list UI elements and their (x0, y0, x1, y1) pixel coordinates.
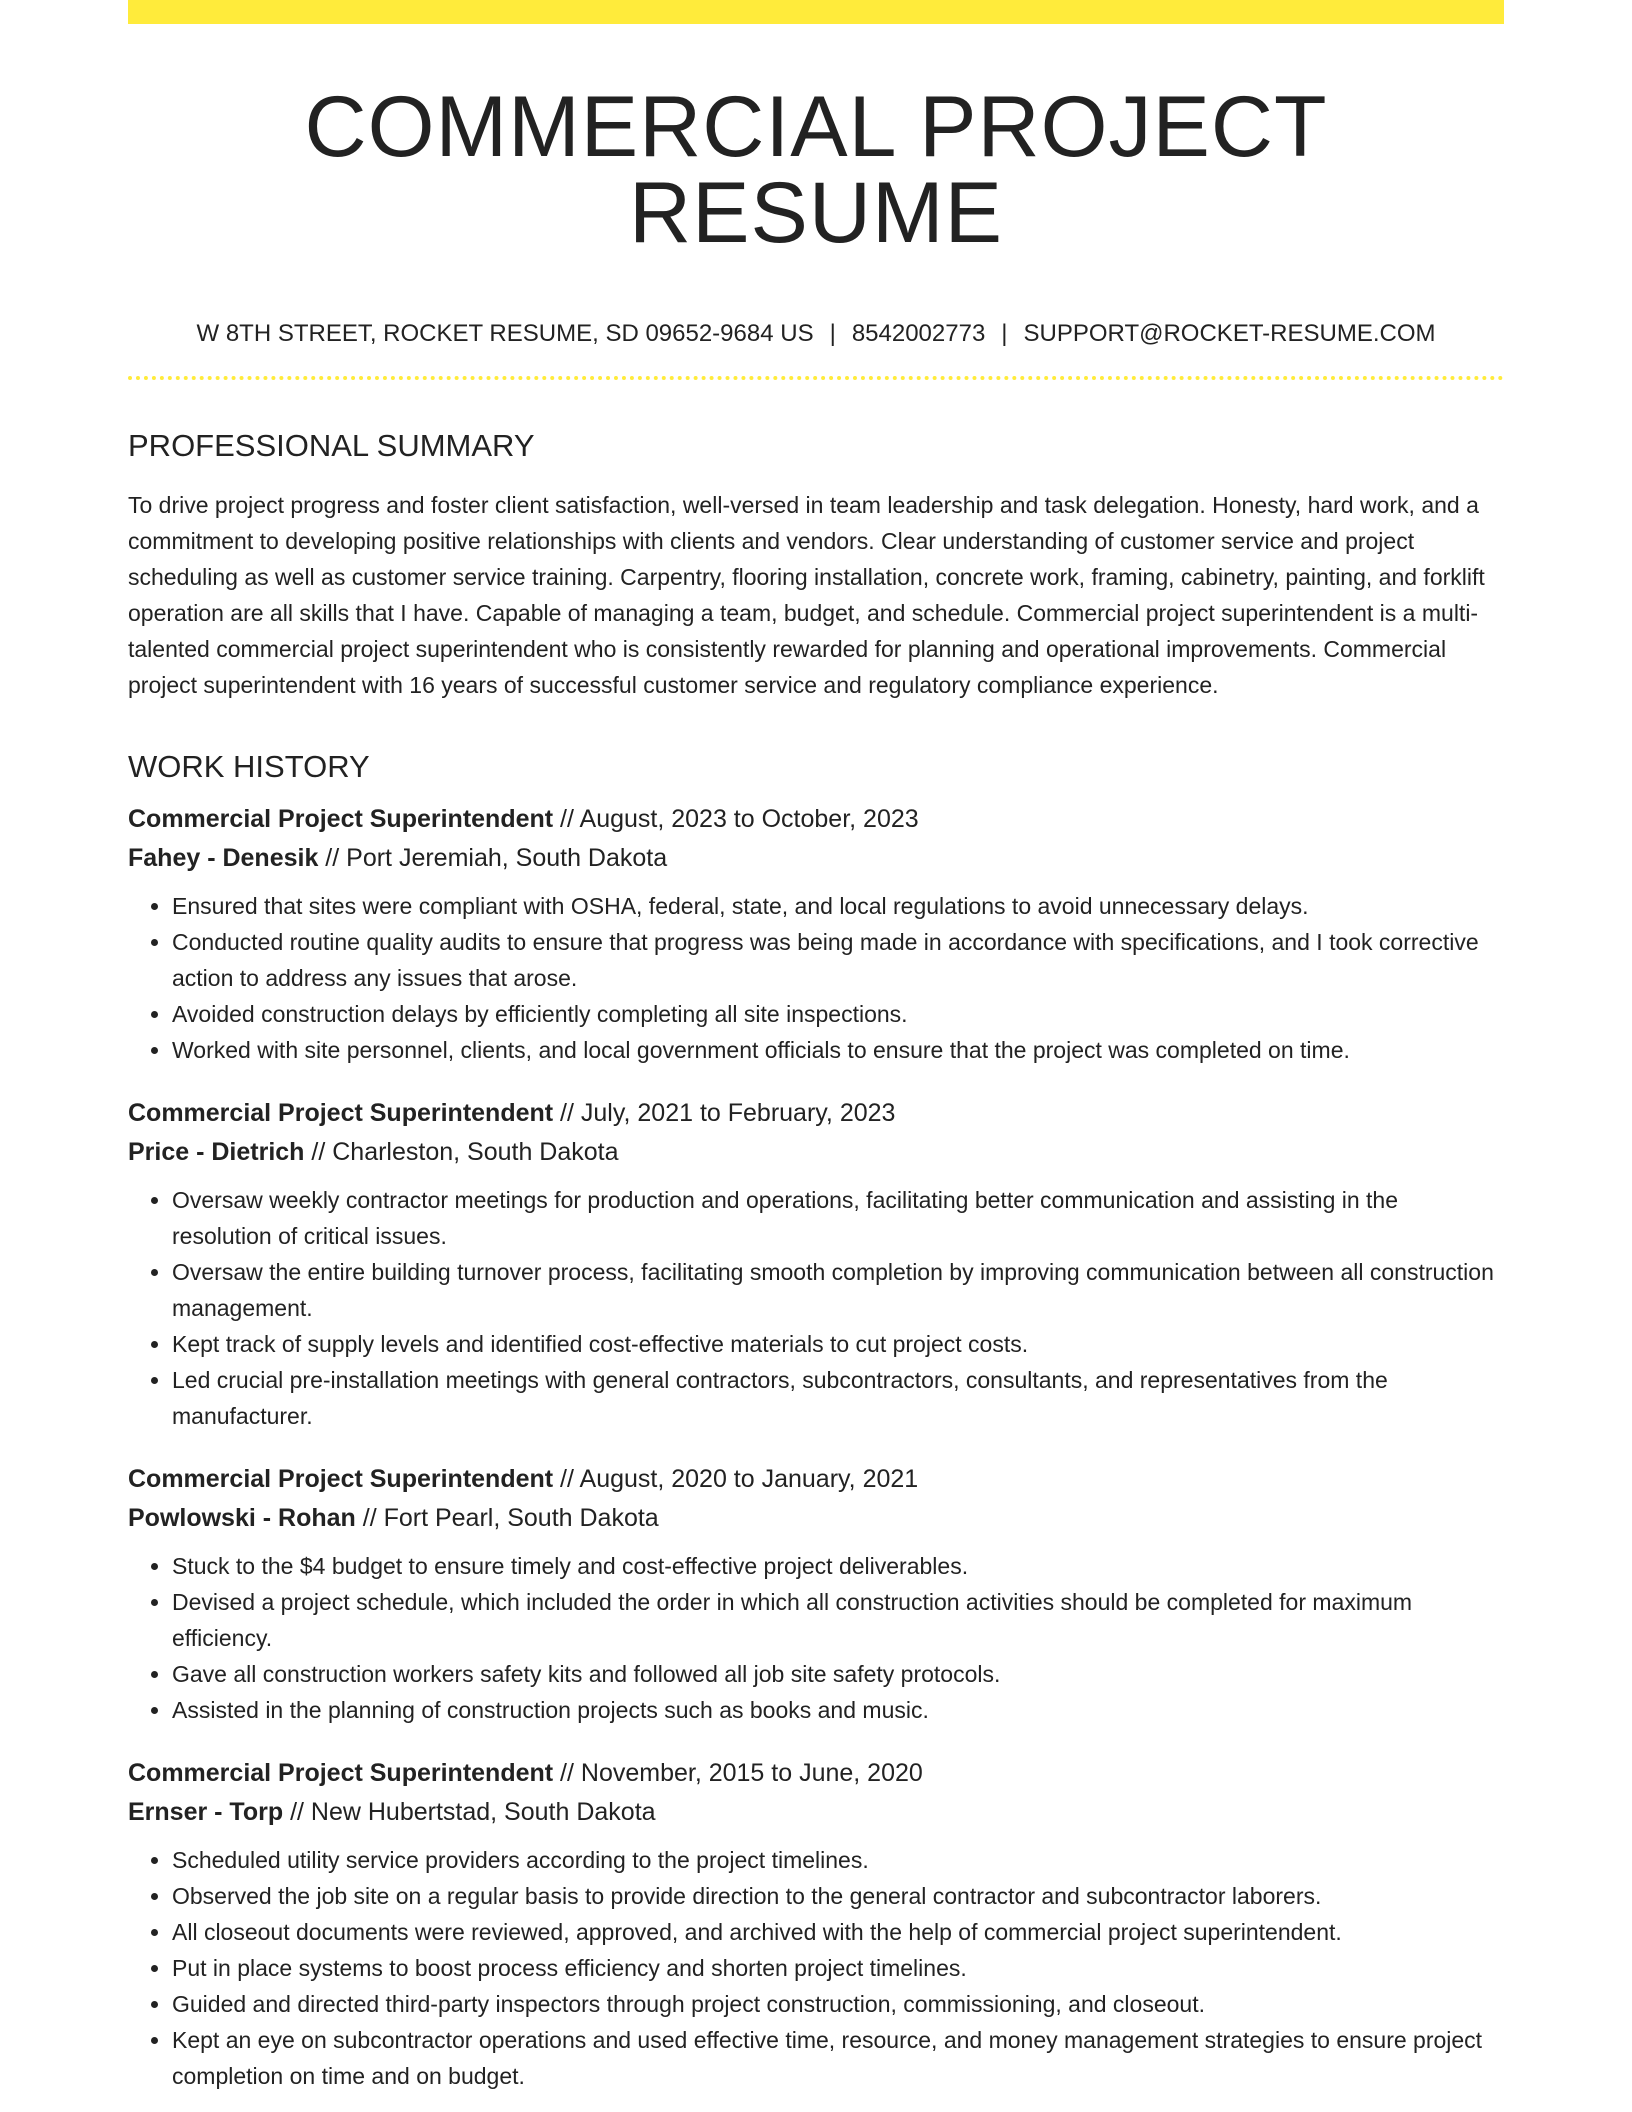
contact-line (128, 322, 1504, 346)
job-bullet: • Stuck to the $4 budget to ensure timely and cost-effective project deliverables. (172, 1548, 1504, 1584)
job-bullet: • Conducted routine quality audits to ensure that progress was being made in accordance with specifications, and I took corrective action to address any issues that arose. (172, 924, 1504, 996)
job-bullet: • Ensured that sites were compliant with OSHA, federal, state, and local regulations to avoid unnecessary delays. (172, 888, 1504, 924)
job-bullet: • Scheduled utility service providers according to the project timelines. (172, 1842, 1504, 1878)
job-company-line (128, 1133, 1504, 1172)
dotted-divider (128, 376, 1504, 380)
job-bullet: • Avoided construction delays by efficiently completing all site inspections. (172, 996, 1504, 1032)
job-bullets (128, 1548, 1504, 1728)
job-bullet: • Worked with site personnel, clients, and local government officials to ensure that the project was completed on time. (172, 1032, 1504, 1068)
job-location: // Fort Pearl, South Dakota (355, 1504, 659, 1532)
job-entry (128, 1754, 1504, 2094)
job-role: Commercial Project Superintendent (128, 1099, 554, 1127)
job-location: // Port Jeremiah, South Dakota (318, 844, 668, 872)
job-bullet: • Guided and directed third-party inspectors through project construction, commissioning, and closeout. (172, 1986, 1504, 2022)
email: SUPPORT@ROCKET-RESUME.COM (1023, 320, 1436, 347)
job-bullet: • Oversaw the entire building turnover process, facilitating smooth completion by improving communication between all construction management. (172, 1254, 1504, 1326)
job-role: Commercial Project Superintendent (128, 1759, 554, 1787)
job-role-line (128, 1460, 1504, 1499)
resume-title: COMMERCIAL PROJECT RESUME (304, 79, 1328, 261)
top-accent-bar (128, 0, 1504, 24)
job-dates: // August, 2023 to October, 2023 (553, 805, 919, 833)
job-bullets (128, 1842, 1504, 2094)
job-company: Fahey - Denesik (128, 844, 319, 872)
job-bullet: • Put in place systems to boost process efficiency and shorten project timelines. (172, 1950, 1504, 1986)
section-title-work-history: WORK HISTORY (128, 749, 370, 784)
job-bullet: • All closeout documents were reviewed, approved, and archived with the help of commercial project superintendent. (172, 1914, 1504, 1950)
job-bullet: • Gave all construction workers safety kits and followed all job site safety protocols. (172, 1656, 1504, 1692)
job-bullets (128, 1182, 1504, 1434)
job-dates: // July, 2021 to February, 2023 (553, 1099, 896, 1127)
job-role: Commercial Project Superintendent (128, 1465, 554, 1493)
work-history-list (128, 800, 1504, 2094)
job-dates: // November, 2015 to June, 2020 (553, 1759, 923, 1787)
job-company-line (128, 1793, 1504, 1832)
separator: | (829, 320, 836, 347)
job-bullet: • Oversaw weekly contractor meetings for production and operations, facilitating better communication and assisting in the resolution of critical issues. (172, 1182, 1504, 1254)
job-bullet: • Devised a project schedule, which included the order in which all construction activities should be completed for maximum efficiency. (172, 1584, 1504, 1656)
job-company: Powlowski - Rohan (128, 1504, 356, 1532)
summary-text: To drive project progress and foster client satisfaction, well-versed in team leadership and task delegation. Honesty, hard work, and a commitment to developing positive relationships with clients and vendors. Clear understanding of customer service and project scheduling as well as customer service training. Carpentry, flooring installation, concrete work, framing, cabinetry, painting, and forklift operation are all skills that I have. Capable of managing a team, budget, and schedule. Commercial project superintendent is a multi-talented commercial project superintendent who is consistently rewarded for planning and operational improvements. Commercial project superintendent with 16 years of successful customer service and regulatory compliance experience. (128, 492, 1485, 698)
section-title-summary: PROFESSIONAL SUMMARY (128, 428, 535, 463)
job-entry (128, 1460, 1504, 1728)
job-bullet: • Kept track of supply levels and identified cost-effective materials to cut project costs. (172, 1326, 1504, 1362)
job-role-line (128, 800, 1504, 839)
job-company-line (128, 839, 1504, 878)
job-company-line (128, 1499, 1504, 1538)
job-dates: // August, 2020 to January, 2021 (553, 1465, 919, 1493)
job-company: Price - Dietrich (128, 1138, 305, 1166)
job-bullets (128, 888, 1504, 1068)
job-role-line (128, 1094, 1504, 1133)
job-location: // New Hubertstad, South Dakota (283, 1798, 656, 1826)
resume-page (128, 0, 1504, 2094)
job-entry (128, 800, 1504, 1068)
job-bullet: • Led crucial pre-installation meetings with general contractors, subcontractors, consultants, and representatives from the manufacturer. (172, 1362, 1504, 1434)
separator: | (1001, 320, 1008, 347)
address: W 8TH STREET, ROCKET RESUME, SD 09652-9684 US (196, 320, 814, 347)
job-company: Ernser - Torp (128, 1798, 284, 1826)
job-role: Commercial Project Superintendent (128, 805, 554, 833)
job-role-line (128, 1754, 1504, 1793)
job-bullet: • Assisted in the planning of construction projects such as books and music. (172, 1692, 1504, 1728)
phone: 8542002773 (851, 320, 986, 347)
job-location: // Charleston, South Dakota (304, 1138, 619, 1166)
job-bullet: • Kept an eye on subcontractor operations and used effective time, resource, and money management strategies to ensure project completion on time and on budget. (172, 2022, 1504, 2094)
job-entry (128, 1094, 1504, 1434)
job-bullet: • Observed the job site on a regular basis to provide direction to the general contractor and subcontractor laborers. (172, 1878, 1504, 1914)
